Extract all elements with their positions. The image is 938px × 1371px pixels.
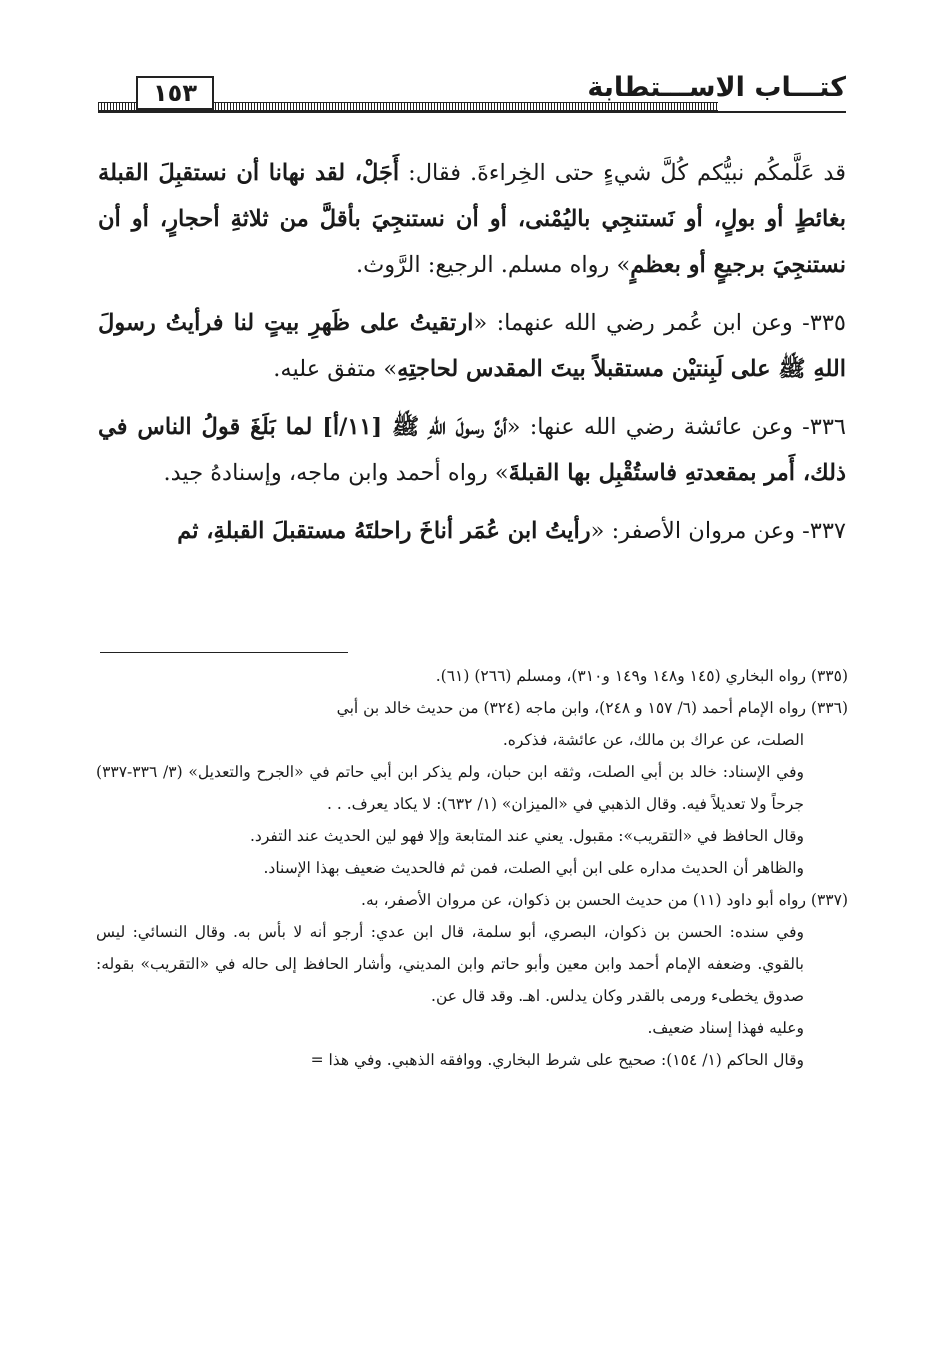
chapter-title: كتـــاب الاســـتطابة <box>587 72 846 103</box>
footnote-337: (٣٣٧) رواه أبو داود (١١) من حديث الحسن بن ذكوان، عن مروان الأصفر، به. <box>361 891 848 909</box>
hadith-text: رأيتُ ابن عُمَر أناخَ راحلتَهُ مستقبلَ القبلةِ، ثم <box>177 518 591 544</box>
footnote-337-hakim: وقال الحاكم (١/ ١٥٤): صحيح على شرط البخاري. ووافقه الذهبي. وفي هذا = <box>310 1051 804 1069</box>
footnote-336-conclusion: والظاهر أن الحديث مداره على ابن أبي الصلت، فمن ثم فالحديث ضعيف بهذا الإسناد. <box>263 859 804 877</box>
footnote-separator <box>100 652 348 653</box>
text-run: » رواه أحمد وابن ماجه، وإسنادهُ جيد. <box>163 460 509 486</box>
hadith-text: أنَّ رسولَ اللهِ ﷺ [١١/أ] لما بَلَغَ قولُ الناس في ذلك، أَمر بمقعدتهِ فاستُقْبِل بها القبلةَ <box>98 414 846 486</box>
footnotes <box>96 660 848 1076</box>
paragraph-337 <box>98 508 846 554</box>
hadith-text: أَجَلْ، لقد نهانا أن نستقبِلَ القبلة بغائطٍ أو بولٍ، أو نَستنجِي باليُمْنى، أو أن نستنجِيَ بأقلَّ من ثلاثةِ أحجارٍ، أو أن نستنجِيَ برجيعٍ أو بعظمٍ <box>98 160 846 278</box>
text-run: ٣٣٦- وعن عائشة رضي الله عنها: « <box>506 414 847 440</box>
paragraph-334-end <box>98 150 846 288</box>
page-number-box <box>136 76 214 110</box>
footnote-337-sanad: وفي سنده: الحسن بن ذكوان، البصري، أبو سلمة، قال ابن عدي: أرجو أنه لا بأس به. وقال النسائي: ليس بالقوي. وضعفه الإمام أحمد وابن معين وأبو حاتم وابن المديني، وأشار الحافظ إلى حاله في «التقريب» بقوله: صدوق يخطىء ورمى بالقدر وكان يدلس. اهـ. وقد قال عن. <box>96 923 804 1005</box>
page-header <box>98 68 846 112</box>
footnote-336-isnad: وفي الإسناد: خالد بن أبي الصلت، وثقه ابن حبان، ولم يذكر ابن أبي حاتم في «الجرح والتعديل» (٣/ ٣٣٦-٣٣٧) جرحاً ولا تعديلاً فيه. وقال الذهبي في «الميزان» (١/ ٦٣٢): لا يكاد يعرف. . . <box>96 763 804 813</box>
text-run: ٣٣٥- وعن ابن عُمر رضي الله عنهما: « <box>473 310 846 336</box>
paragraph-335 <box>98 300 846 392</box>
paragraph-336 <box>98 404 846 496</box>
footnote-336: (٣٣٦) رواه الإمام أحمد (٦/ ١٥٧ و ٢٤٨)، وابن ماجه (٣٢٤) من حديث خالد بن أبي <box>336 699 848 717</box>
hadith-text: ارتقيتُ على ظَهرِ بيتٍ لنا فرأيتُ رسولَ اللهِ ﷺ على لَبِنتيْن مستقبلاً بيتَ المقدس لحاجتِهِ <box>98 310 846 382</box>
text-run: » متفق عليه. <box>273 356 398 382</box>
main-text <box>98 150 846 554</box>
footnote-336-taqrib: وقال الحافظ في «التقريب»: مقبول. يعني عند المتابعة وإلا فهو لين الحديث عند التفرد. <box>249 827 804 845</box>
text-run: » رواه مسلم. الرجيع: الرَّوث. <box>355 252 631 278</box>
footnote-336-cont: الصلت، عن عراك بن مالك، عن عائشة، فذكره. <box>502 731 804 749</box>
page-number: ١٥٣ <box>153 79 197 107</box>
text-run: ٣٣٧- وعن مروان الأصفر: « <box>590 518 846 544</box>
header-rule <box>98 111 846 113</box>
footnote-337-conclusion: وعليه فهذا إسناد ضعيف. <box>647 1019 804 1037</box>
footnote-335: (٣٣٥) رواه البخاري (١٤٥ و١٤٨ و١٤٩ و٣١٠)، ومسلم (٢٦٦) (٦١). <box>435 667 848 685</box>
text-run: قد عَلَّمكُم نبيُّكم كُلَّ شيءٍ حتى الخِراءةَ. فقال: <box>399 160 846 186</box>
